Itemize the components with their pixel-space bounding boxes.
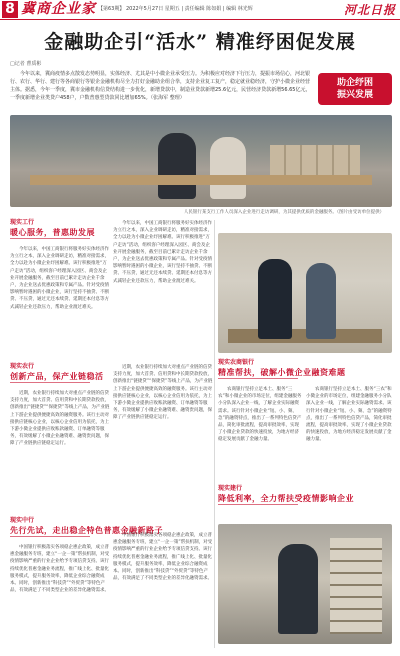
section-rule	[10, 536, 90, 537]
section-kicker: 现实农行	[10, 363, 35, 370]
section-body-abc: 近期，农业银行持续加大对重点产业链的信贷支持力度，加大首贷、信用贷和中长期贷款投放，创新推出“链捷贷”“保捷贷”等线上产品，为产业链上下游企业提供便捷高效的融资服务。该行主动对接供应链核心企业，以核心企业信用为依托，为上下游小微企业提供应收账款融资、订单融资等服务，有效缓解了小微企业融资难、融资贵问题，保障了产业链供应链稳定运行。	[10, 391, 110, 447]
section-photo-1	[218, 233, 392, 353]
section-body-rcb: 农商银行坚持立足本土、服务“三农”和小微企业的市场定位，组建金融服务小分队深入企业一线，了解企业实际融资需求。该行针对小微企业“短、小、频、急”的融资特点，推出了一系列特色信贷产品，简化审批流程，提高审批效率，实现了小微企业贷款的快速投放，为地方经济稳定发展贡献了金融力量。	[218, 387, 302, 443]
section-body-boc-cont: 中国银行积极落实各项稳企惠企政策，成立普惠金融服务专班，建立“一企一策”帮扶机制，对受疫情影响严重的行业企业给予专项信贷支持。该行持续优化普惠金融业务流程，推广线上化、批量化服务模式，提升服务效率，降低企业综合融资成本。同时，创新推出“科技贷”“外贸贷”等特色产品，有效满足了不同类型企业的差异化融资需求。	[113, 533, 213, 582]
photo-caption: 人民银行某支行工作人员深入企业进行走访调研，为其提供优质的金融服务。（图片由受访单位提供）	[183, 210, 385, 215]
section-body-icbc-cont: 今年以来，中国工商银行将服务好实体经济作为立行之本，深入企业调研走访，精准对接需求，全力以赴为小微企业纾困解难。该行积极推进“万户走访”活动，组织客户经理深入园区、商会及企业开展金融服务，截至目前已累计走访企业千余户，为企业送去优惠政策和专属产品。针对受疫情影响暂时遇困的小微企业，该行坚持不抽贷、不断贷、不压贷，通过无还本续贷、延期还本付息等方式减轻企业还款压力，帮助企业渡过难关。	[113, 221, 212, 284]
photo-person	[258, 259, 292, 339]
section-title: 降低利率，全力帮扶受疫情影响企业	[218, 493, 354, 503]
section-kicker: 现实工行	[10, 219, 35, 226]
column-divider	[214, 220, 215, 648]
section-rule	[10, 382, 90, 383]
section-header-ccb	[218, 484, 354, 505]
section-rule	[218, 504, 298, 505]
section-rule	[218, 378, 298, 379]
issue-meta: 【第63期】 2022年5月27日 星期五 | 责任编辑 陈如娟 | 编辑 林光辉	[98, 6, 253, 12]
section-body-rcb-cont: 农商银行坚持立足本土、服务“三农”和小微企业的市场定位，组建金融服务小分队深入企业一线，了解企业实际融资需求。该行针对小微企业“短、小、频、急”的融资特点，推出了一系列特色信贷产品，简化审批流程，提高审批效率，实现了小微企业贷款的快速投放，为地方经济稳定发展贡献了金融力量。	[306, 387, 392, 443]
photo-person	[158, 133, 196, 199]
section-header-icbc	[10, 218, 95, 239]
photo-person	[210, 137, 246, 199]
badge-line-1: 助企纾困	[336, 78, 373, 88]
section-title: 暖心服务，普惠助发展	[10, 227, 95, 237]
masthead	[0, 0, 400, 20]
photo-person	[306, 263, 336, 339]
section-photo-2	[218, 524, 392, 644]
section-title: 精准帮扶，破解小微企业融资难题	[218, 367, 346, 377]
section-title: 创新产品，保产业链稳活	[10, 371, 104, 381]
section-name: 冀商企业家	[21, 1, 96, 17]
section-kicker: 现实中行	[10, 517, 35, 524]
photo-rack	[330, 538, 382, 634]
section-header-abc	[10, 362, 104, 383]
photo-person	[278, 544, 318, 634]
newspaper-brand: 河北日报	[343, 3, 396, 17]
topic-badge	[318, 73, 392, 105]
section-title: 先行先试，走出稳企特色普惠金融新路子	[10, 525, 163, 535]
section-body-abc-cont: 近期，农业银行持续加大对重点产业链的信贷支持力度，加大首贷、信用贷和中长期贷款投放，创新推出“链捷贷”“保捷贷”等线上产品，为产业链上下游企业提供便捷高效的融资服务。该行主动对接供应链核心企业，以核心企业信用为依托，为上下游小微企业提供应收账款融资、订单融资等服务，有效缓解了小微企业融资难、融资贵问题，保障了产业链供应链稳定运行。	[113, 365, 213, 421]
lead-paragraph: 今年以来，冀商疫情多点散发态势明显，实体经济、尤其是中小微企业承受压力。为积极应对经济下行压力，提振市场信心，河北银行、农行、华行、建行等各商银行等银企金融机构尽全力打好金融助企组合拳，支持企业复工复产，稳定就业稳经济，守护小微企业经营主体。据悉，今年一季度，冀市金融机构信贷结构进一步优化，新增贷款中，制造业贷款新增25.6亿元，民营经济贷款新增56.65亿元，一季度新增企业类贷户458户，户数普惠型贷款同比增加65%。（张海军 整理）	[10, 71, 311, 101]
section-rule	[10, 238, 90, 239]
section-kicker: 现实农商银行	[218, 359, 255, 366]
page-number: 8	[2, 1, 18, 18]
section-body-icbc: 今年以来，中国工商银行将服务好实体经济作为立行之本，深入企业调研走访，精准对接需求，全力以赴为小微企业纾困解难。该行积极推进“万户走访”活动，组织客户经理深入园区、商会及企业开展金融服务，截至目前已累计走访企业千余户，为企业送去优惠政策和专属产品。针对受疫情影响暂时遇困的小微企业，该行坚持不抽贷、不断贷、不压贷，通过无还本续贷、延期还本付息等方式减轻企业还款压力，帮助企业渡过难关。	[10, 247, 109, 310]
badge-line-2: 振兴发展	[336, 90, 373, 100]
lead-photo	[10, 115, 392, 207]
photo-counter	[30, 175, 372, 185]
section-header-rcb	[218, 358, 346, 379]
section-kicker: 现实建行	[218, 485, 243, 492]
headline: 金融助企引“活水” 精准纾困促发展	[44, 31, 356, 53]
byline: □记者 曹质彬	[10, 61, 42, 67]
section-body-boc: 中国银行积极落实各项稳企惠企政策，成立普惠金融服务专班，建立“一企一策”帮扶机制，对受疫情影响严重的行业企业给予专项信贷支持。该行持续优化普惠金融业务流程，推广线上化、批量化服务模式，提升服务效率，降低企业综合融资成本。同时，创新推出“科技贷”“外贸贷”等特色产品，有效满足了不同类型企业的差异化融资需求。	[10, 545, 110, 594]
photo-table	[228, 329, 382, 343]
